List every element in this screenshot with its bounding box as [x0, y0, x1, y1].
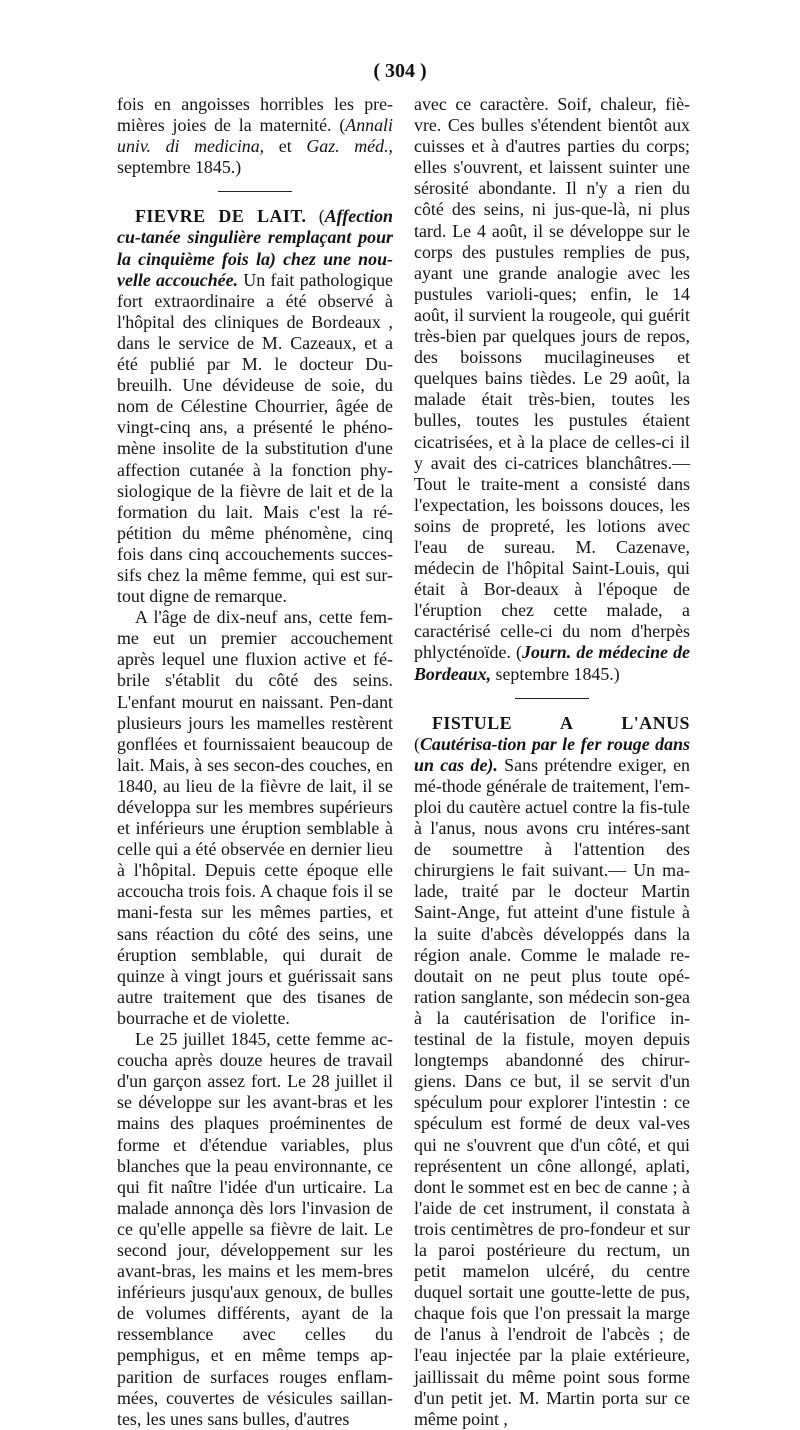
citation-annali: Annali univ. di medicina, — [117, 115, 393, 157]
left-column — [117, 94, 393, 1430]
citation-gaz-med: Gaz. méd., — [306, 136, 394, 157]
section-subtitle: Affection cu-tanée singulière remplaçant pour la cinquième fois la) chez une nou-velle accouchée. — [117, 206, 393, 290]
section-divider — [515, 698, 589, 699]
right-paragraph-1: avec ce caractère. Soif, chaleur, fiè-vre. Ces bulles s'étendent bientôt aux cuisses et à d'autres parties du corps; elles s'ouvrent, et laissent suinter une sérosité abondante. Il n'y a rien du côté des seins, ni jus-que-là, ni plus tard. Le 4 août, il se développe sur le corps des pustules remplies de pus, ayant une grande analogie avec les pustules varioli-ques; enfin, le 14 août, il survient la rougeole, qui guérit très-bien par quelques jours de repos, des boissons mucilagineuses et quelques bains tièdes. Le 29 août, la malade était très-bien, toutes les bulles, toutes les pustules étaient cicatrisées, et à la place de celles-ci il y avait des ci-catrices blanchâtres.—Tout le traite-ment a consisté dans l'expectation, les boissons douces, les soins de propreté, les lotions avec l'eau de sureau. M. Cazenave, médecin de l'hôpital Saint-Louis, qui était à Bor-deaux à l'époque de l'éruption chez cette malade, a caractérisé celle-ci du nom d'herpès phlycténoïde. (Journ. de médecine de Bordeaux, septembre 1845.) — [414, 94, 690, 684]
section-heading-fistule: FISTULE A L'ANUS — [432, 712, 690, 733]
left-paragraph-2: FIEVRE DE LAIT. (Affection cu-tanée singulière remplaçant pour la cinquième fois la) chez une nou-velle accouchée. Un fait pathologique fort extraordinaire a été observé à l'hôpital des cliniques de Bordeaux , dans le service de M. Cazeaux, et a été publié par M. le docteur Du-breuilh. Une dévideuse de soie, du nom de Célestine Chourrier, âgée de vingt-cinq ans, a présenté le phéno-mène insolite de la substitution d'une affection cutanée à la fonction phy-siologique de la fièvre de lait et de la formation du lait. Mais c'est la ré-pétition du même phénomène, cinq fois dans cinq accouchements succes-sifs chez la même femme, qui est sur-tout digne de remarque. — [117, 206, 393, 607]
right-column — [414, 94, 690, 1430]
left-paragraph-3: A l'âge de dix-neuf ans, cette fem-me eut un premier accouchement après lequel une fluxion active et fé-brile s'établit du côté des seins. L'enfant mourut en naissant. Pen-dant plusieurs jours les mamelles restèrent gonflées et fournissaient beaucoup de lait. Mais, à ses secon-des couches, en 1840, au lieu de la fièvre de lait, il se développa sur les membres supérieurs et inférieurs une éruption semblable à celle qui a été observée en dernier lieu à l'hôpital. Depuis cette époque elle accoucha trois fois. A chaque fois il se mani-festa sur les mêmes parties, et sans réaction du côté des seins, une éruption semblable, qui durait de quinze à vingt jours et guérissait sans autre traitement que des tisanes de bourrache et de violette. — [117, 607, 393, 1028]
left-paragraph-1: fois en angoisses horribles les pre-mières joies de la maternité. (Annali univ. di medicina, et Gaz. méd., septembre 1845.) — [117, 94, 394, 178]
section-subtitle: Cautérisa-tion par le fer rouge dans un cas de). — [414, 733, 690, 775]
citation-journ-bordeaux: Journ. de médecine de Bordeaux, — [414, 642, 690, 684]
section-divider — [218, 191, 292, 192]
page-number: ( 304 ) — [373, 60, 427, 82]
right-paragraph-2: FISTULE A L'ANUS (Cautérisa-tion par le fer rouge dans un cas de). Sans prétendre exiger, en mé-thode générale de traitement, l'em-ploi du cautère actuel contre la fis-tule à l'anus, nous avons cru intéres-sant de soumettre à l'attention des chirurgiens le fait suivant.— Un ma-lade, traité par le docteur Martin Saint-Ange, fut atteint d'une fistule à la suite d'abcès développés dans la région anale. Comme le malade re-doutait on ne peut plus toute opé-ration sanglante, son médecin son-gea à la cautérisation de l'orifice in-testinal de la fistule, moyen depuis longtemps abandonné des chirur-giens. Dans ce but, il se servit d'un spéculum pour explorer l'intestin : ce spéculum est formé de deux val-ves qui ne s'ouvrent que d'un côté, et qui représentent un cône allongé, aplati, dont le sommet est en bec de canne ; à l'aide de cet instrument, il constata à trois centimètres de pro-fondeur et sur la paroi postérieure du rectum, un petit mamelon ulcéré, du centre duquel sortait une goutte-lette de pus, chaque fois que l'on pressait la marge de l'anus à l'endroit de l'abcès ; de l'eau injectée par la plaie extérieure, jaillissait du même point sous forme d'un petit jet. M. Martin porta sur ce même point , — [414, 712, 690, 1429]
left-paragraph-4: Le 25 juillet 1845, cette femme ac-coucha après douze heures de travail d'un garçon assez fort. Le 28 juillet il se développe sur les avant-bras et les mains des plaques proéminentes de forme et d'étendue variables, plus blanches que la peau environnante, ce qui fit naître l'idée d'un urticaire. La malade annonça dès lors l'invasion de ce qu'elle appelle sa fièvre de lait. Le second jour, développement sur les avant-bras, les mains et les mem-bres inférieurs jusqu'aux genoux, de bulles de volumes différents, ayant de la ressemblance avec celles du pemphigus, et en même temps ap-parition de surfaces rouges enflam-mées, couvertes de vésicules saillan-tes, les unes sans bulles, d'autres — [117, 1029, 393, 1429]
section-heading-fievre-de-lait: FIEVRE DE LAIT. — [135, 206, 307, 227]
